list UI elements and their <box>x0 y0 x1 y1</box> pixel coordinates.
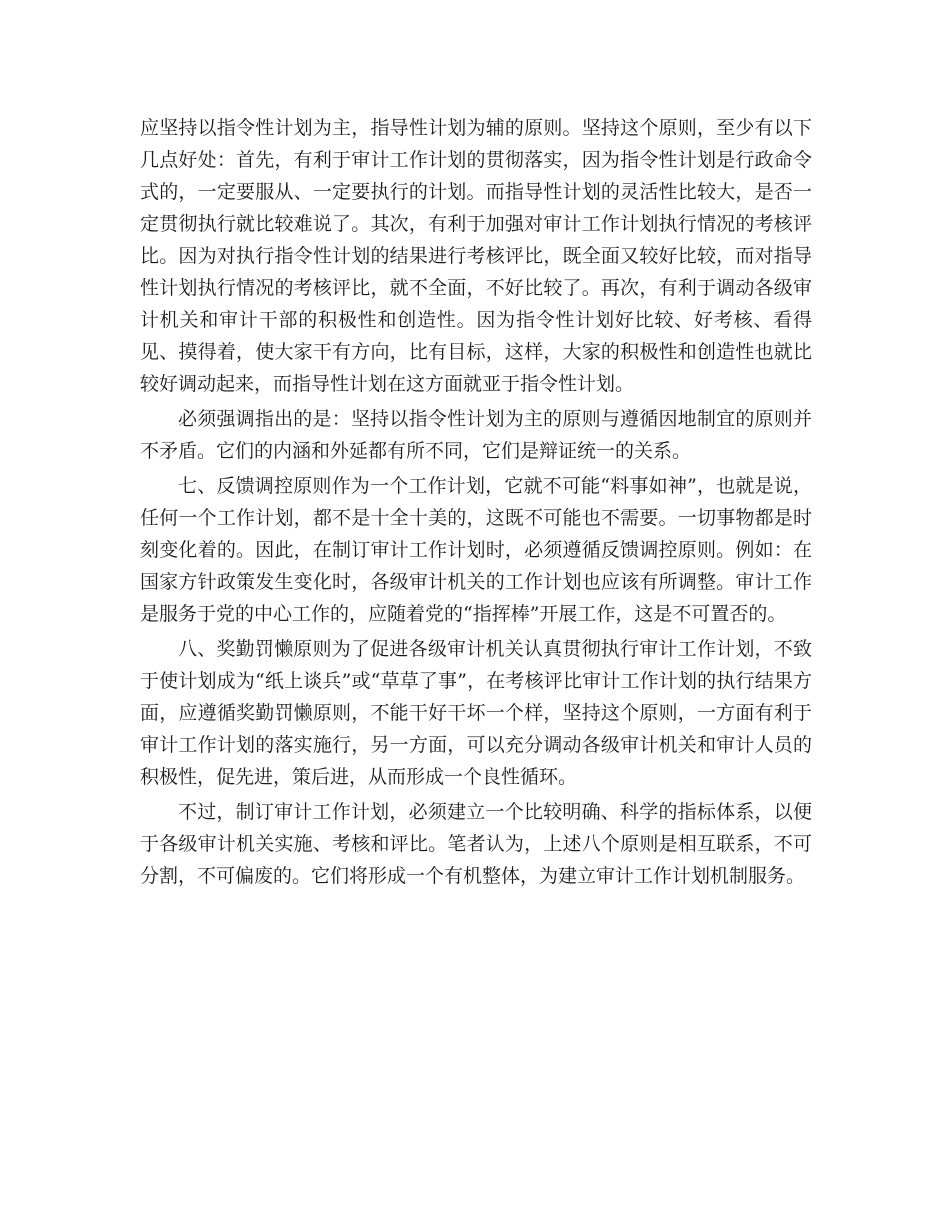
paragraph-5: 不过，制订审计工作计划，必须建立一个比较明确、科学的指标体系，以便于各级审计机关实施、考核和评比。笔者认为，上述八个原则是相互联系，不可分割，不可偏废的。它们将形成一个有机整体，为建立审计工作计划机制服务。 <box>140 801 812 887</box>
paragraph-4: 八、奖勤罚懒原则为了促进各级审计机关认真贯彻执行审计工作计划，不致于使计划成为“纸上谈兵”或“草草了事”，在考核评比审计工作计划的执行结果方面，应遵循奖勤罚懒原则，不能干好干坏一个样，坚持这个原则，一方面有利于审计工作计划的落实施行，另一方面，可以充分调动各级审计机关和审计人员的积极性，促先进，策后进，从而形成一个良性循环。 <box>140 638 812 788</box>
paragraph-2: 必须强调指出的是：坚持以指令性计划为主的原则与遵循因地制宜的原则并不矛盾。它们的内涵和外延都有所不同，它们是辩证统一的关系。 <box>140 408 812 462</box>
paragraph-3: 七、反馈调控原则作为一个工作计划，它就不可能“料事如神”，也就是说，任何一个工作计划，都不是十全十美的，这既不可能也不需要。一切事物都是时刻变化着的。因此，在制订审计工作计划时，必须遵循反馈调控原则。例如：在国家方针政策发生变化时，各级审计机关的工作计划也应该有所调整。审计工作是服务于党的中心工作的，应随着党的“指挥棒”开展工作，这是不可置否的。 <box>140 475 812 625</box>
document-body <box>140 112 812 895</box>
paragraph-1: 应坚持以指令性计划为主，指导性计划为辅的原则。坚持这个原则，至少有以下几点好处：首先，有利于审计工作计划的贯彻落实，因为指令性计划是行政命令式的，一定要服从、一定要执行的计划。而指导性计划的灵活性比较大，是否一定贯彻执行就比较难说了。其次，有利于加强对审计工作计划执行情况的考核评比。因为对执行指令性计划的结果进行考核评比，既全面又较好比较，而对指导性计划执行情况的考核评比，就不全面，不好比较了。再次，有利于调动各级审计机关和审计干部的积极性和创造性。因为指令性计划好比较、好考核、看得见、摸得着，使大家干有方向，比有目标，这样，大家的积极性和创造性也就比较好调动起来，而指导性计划在这方面就亚于指令性计划。 <box>140 117 812 395</box>
